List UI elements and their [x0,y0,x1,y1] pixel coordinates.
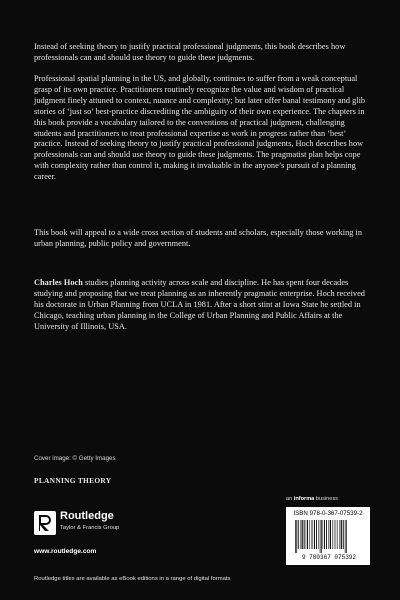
barcode-bar [314,520,315,549]
barcode-bar [300,520,301,549]
barcode-icon [291,520,367,560]
barcode-digits: 9 780367 075392 [301,554,357,560]
barcode-bar [318,520,319,549]
cover-credit: Cover image: © Getty Images [34,455,116,462]
barcode-bar [307,520,308,549]
audience-paragraph [34,228,366,250]
barcode-bar [316,520,317,549]
intro-text: Instead of seeking theory to justify practical professional judgments, this book describes how professionals can and should use theory to guide these judgments. [34,42,346,62]
isbn-label: ISBN 978-0-367-07539-2 [293,510,363,517]
barcode-bar [321,520,322,553]
barcode-bar [302,520,303,549]
ebook-note: Routledge titles are available as eBook editions in a range of digital formats [34,576,231,582]
barcode-bar [295,520,296,553]
barcode-bar [313,520,314,549]
author-name: Charles Hoch [34,278,83,287]
author-bio-text: studies planning activity across scale and discipline. He has spent four decades studying and proposing that we treat planning as an inherently pragmatic enterprise. Hoch received his doctorate in Urban Planning from UCLA in 1981. After a short stint at Iowa State he settled in Chicago, teaching urban planning in the College of Urban Planning and Public Affairs at the University of Illinois, USA. [34,278,365,331]
barcode-bar [309,520,310,549]
barcode-bar [328,520,329,549]
description-paragraph [34,74,366,183]
series-label: PLANNING THEORY [34,476,112,485]
barcode-bar [298,520,299,549]
intro-paragraph [34,42,366,64]
barcode-bar [330,520,331,549]
barcode-bar [339,520,340,549]
barcode-bar [332,520,333,549]
barcode-bar [320,520,321,553]
audience-text: This book will appeal to a wide cross section of students and scholars, especially those working in urban planning, public policy and government. [34,228,363,248]
routledge-r-icon [34,511,56,535]
barcode-panel [286,507,370,565]
barcode-bar [334,520,335,549]
publisher-name: Routledge [60,510,114,522]
barcode-bar [343,520,344,549]
barcode-bar [326,520,327,549]
barcode-bar [336,520,337,549]
description-text: Professional spatial planning in the US, and globally, continues to suffer from a weak conceptual grasp of its own practice. Practitioners routinely recognize the value and wisdom of practical judgment finely attuned to context, nuance and complexity; but later offer banal testimony and glib stories of ‘just so’ best-practice discrediting the ambiguity of their own experience. The chapters in this book provide a vocabulary tailored to the conventions of practical judgment, challenging students and practitioners to treat professional expertise as work in progress rather than ‘best’ practice. Instead of seeking theory to justify practical professional judgments, Hoch describes how professionals can and should use theory to guide these judgments. The pragmatist plan helps cope with complexity rather than control it, making it invaluable in the anyone’s pursuit of a planning career. [34,74,366,182]
barcode-bar [337,520,338,549]
barcode-bar [311,520,312,549]
barcode-bar [304,520,305,549]
publisher-group: Taylor & Francis Group [60,525,120,531]
barcode-bar [341,520,342,549]
publisher-website[interactable]: www.routledge.com [34,548,97,555]
routledge-logo [34,510,144,540]
barcode-bar [345,520,346,553]
barcode-bar [306,520,307,549]
informa-tagline: an informa business [286,496,338,502]
barcode-bar [324,520,325,549]
barcode-bar [346,520,347,553]
barcode-bar [296,520,297,553]
author-bio [34,278,366,333]
informa-brand: informa [293,496,315,502]
barcode-bar [323,520,324,549]
